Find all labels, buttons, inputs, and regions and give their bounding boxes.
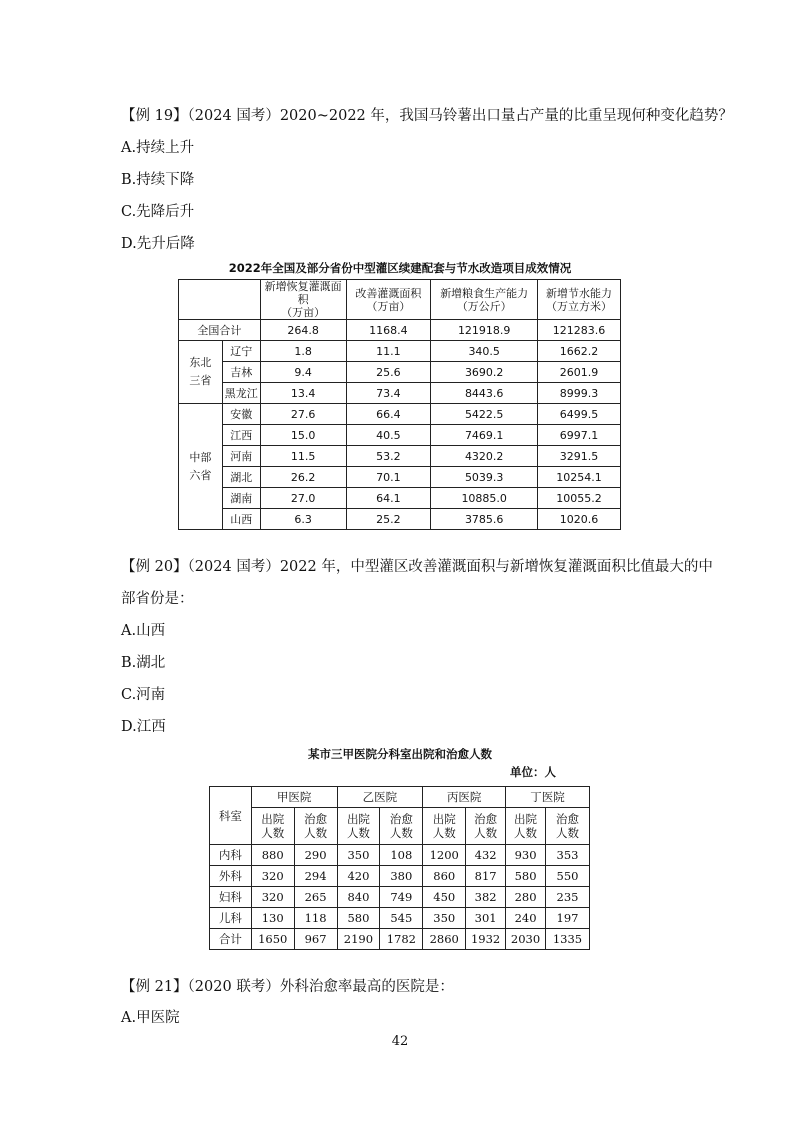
table-cell: 40.5 xyxy=(346,425,431,446)
province-name: 黑龙江 xyxy=(222,383,260,404)
table-cell: 1200 xyxy=(423,845,466,866)
table-row xyxy=(210,908,590,929)
q19-option-d: D.先升后降 xyxy=(121,236,195,252)
table2-unit: 单位：人 xyxy=(510,765,556,779)
q20-option-c: C.河南 xyxy=(121,687,166,703)
table-cell: 350 xyxy=(423,908,466,929)
table-cell: 265 xyxy=(294,887,337,908)
table-cell: 26.2 xyxy=(260,467,346,488)
table-cell: 1168.4 xyxy=(346,320,431,341)
table-cell: 320 xyxy=(251,866,294,887)
table-cell: 13.4 xyxy=(260,383,346,404)
table-row xyxy=(179,446,621,467)
table-cell: 70.1 xyxy=(346,467,431,488)
table-cell: 5422.5 xyxy=(431,404,538,425)
table-cell: 121918.9 xyxy=(431,320,538,341)
table1-title: 2022年全国及部分省份中型灌区续建配套与节水改造项目成效情况 xyxy=(228,261,572,275)
dept-name: 内科 xyxy=(210,845,252,866)
column-header: 改善灌溉面积 （万亩） xyxy=(346,280,431,320)
table-subheader-row xyxy=(210,808,590,845)
table-cell: 8443.6 xyxy=(431,383,538,404)
table-cell: 1662.2 xyxy=(538,341,621,362)
hospital-header: 甲医院 xyxy=(251,787,337,808)
irrigation-table xyxy=(178,279,621,530)
table-cell: 235 xyxy=(546,887,590,908)
q21-stem: 【例 21】（2020 联考）外科治愈率最高的医院是： xyxy=(121,979,454,995)
province-name: 辽宁 xyxy=(222,341,260,362)
table-row xyxy=(210,887,590,908)
table-cell: 9.4 xyxy=(260,362,346,383)
table-cell: 3291.5 xyxy=(538,446,621,467)
table-cell: 580 xyxy=(506,866,546,887)
table-cell: 550 xyxy=(546,866,590,887)
dept-name: 儿科 xyxy=(210,908,252,929)
table-cell: 860 xyxy=(423,866,466,887)
column-header: 新增恢复灌溉面积 （万亩） xyxy=(260,280,346,320)
table-cell: 264.8 xyxy=(260,320,346,341)
subheader-cured: 治愈 人数 xyxy=(380,808,423,845)
q20-option-d: D.江西 xyxy=(121,719,166,735)
table-cell: 11.1 xyxy=(346,341,431,362)
table-cell: 10885.0 xyxy=(431,488,538,509)
subheader-discharged: 出院 人数 xyxy=(423,808,466,845)
table-cell: 320 xyxy=(251,887,294,908)
table-row xyxy=(179,341,621,362)
table-cell: 118 xyxy=(294,908,337,929)
table-cell: 580 xyxy=(337,908,380,929)
province-name: 吉林 xyxy=(222,362,260,383)
province-name: 河南 xyxy=(222,446,260,467)
province-name: 湖北 xyxy=(222,467,260,488)
table-cell: 3785.6 xyxy=(431,509,538,530)
table-cell: 27.0 xyxy=(260,488,346,509)
table-cell: 4320.2 xyxy=(431,446,538,467)
group-label-northeast: 东北 三省 xyxy=(179,341,223,404)
table-cell: 121283.6 xyxy=(538,320,621,341)
table-cell: 1.8 xyxy=(260,341,346,362)
table-row xyxy=(179,509,621,530)
dept-name: 妇科 xyxy=(210,887,252,908)
table-row xyxy=(210,845,590,866)
q20-option-a: A.山西 xyxy=(121,623,166,639)
table-cell: 880 xyxy=(251,845,294,866)
province-name: 山西 xyxy=(222,509,260,530)
table-cell: 64.1 xyxy=(346,488,431,509)
table-cell: 25.2 xyxy=(346,509,431,530)
table-cell: 5039.3 xyxy=(431,467,538,488)
dept-name: 合计 xyxy=(210,929,252,950)
group-label-central: 中部 六省 xyxy=(179,404,223,530)
province-name: 湖南 xyxy=(222,488,260,509)
q19-option-c: C.先降后升 xyxy=(121,204,195,220)
table-row xyxy=(179,488,621,509)
header-corner: 科室 xyxy=(210,787,252,845)
table-row xyxy=(179,383,621,404)
table-cell: 2190 xyxy=(337,929,380,950)
header-corner xyxy=(179,280,261,320)
table-cell: 6.3 xyxy=(260,509,346,530)
table-cell: 749 xyxy=(380,887,423,908)
table-cell: 66.4 xyxy=(346,404,431,425)
table-row xyxy=(210,929,590,950)
table-cell: 108 xyxy=(380,845,423,866)
table-cell: 3690.2 xyxy=(431,362,538,383)
table-cell: 1650 xyxy=(251,929,294,950)
table-cell: 1932 xyxy=(466,929,506,950)
table-cell: 1782 xyxy=(380,929,423,950)
row-label: 全国合计 xyxy=(179,320,261,341)
subheader-discharged: 出院 人数 xyxy=(506,808,546,845)
table-cell: 53.2 xyxy=(346,446,431,467)
subheader-cured: 治愈 人数 xyxy=(546,808,590,845)
table-cell: 290 xyxy=(294,845,337,866)
table-row xyxy=(179,404,621,425)
table-cell: 1020.6 xyxy=(538,509,621,530)
table-cell: 350 xyxy=(337,845,380,866)
hospital-table xyxy=(209,786,590,950)
subheader-cured: 治愈 人数 xyxy=(294,808,337,845)
q19-option-a: A.持续上升 xyxy=(121,140,195,156)
table-cell: 2030 xyxy=(506,929,546,950)
q19-stem: 【例 19】（2024 国考）2020~2022 年，我国马铃薯出口量占产量的比重呈现何种变化趋势？ xyxy=(121,108,733,124)
table-cell: 420 xyxy=(337,866,380,887)
table-cell: 6997.1 xyxy=(538,425,621,446)
table-cell: 10254.1 xyxy=(538,467,621,488)
q20-stem-line2: 部省份是： xyxy=(121,591,194,607)
table-cell: 27.6 xyxy=(260,404,346,425)
q20-option-b: B.湖北 xyxy=(121,655,166,671)
table-cell: 8999.3 xyxy=(538,383,621,404)
table-cell: 10055.2 xyxy=(538,488,621,509)
table-cell: 840 xyxy=(337,887,380,908)
table-cell: 197 xyxy=(546,908,590,929)
column-header: 新增节水能力 （万立方米） xyxy=(538,280,621,320)
table-row xyxy=(179,467,621,488)
dept-name: 外科 xyxy=(210,866,252,887)
q19-option-b: B.持续下降 xyxy=(121,172,195,188)
page-number: 42 xyxy=(391,1034,409,1049)
table-cell: 545 xyxy=(380,908,423,929)
table-header-row xyxy=(210,787,590,808)
hospital-header: 丁医院 xyxy=(506,787,590,808)
table-cell: 6499.5 xyxy=(538,404,621,425)
table-cell: 15.0 xyxy=(260,425,346,446)
table-cell: 301 xyxy=(466,908,506,929)
column-header: 新增粮食生产能力 （万公斤） xyxy=(431,280,538,320)
table-cell: 382 xyxy=(466,887,506,908)
hospital-header: 乙医院 xyxy=(337,787,423,808)
table-row xyxy=(179,362,621,383)
hospital-header: 丙医院 xyxy=(423,787,506,808)
table2-title: 某市三甲医院分科室出院和治愈人数 xyxy=(308,747,492,761)
table-cell: 240 xyxy=(506,908,546,929)
table-cell: 967 xyxy=(294,929,337,950)
table-cell: 2860 xyxy=(423,929,466,950)
table-cell: 7469.1 xyxy=(431,425,538,446)
table-cell: 380 xyxy=(380,866,423,887)
subheader-discharged: 出院 人数 xyxy=(251,808,294,845)
table-cell: 130 xyxy=(251,908,294,929)
table-cell: 294 xyxy=(294,866,337,887)
table-cell: 817 xyxy=(466,866,506,887)
table-row xyxy=(179,320,621,341)
q21-option-a: A.甲医院 xyxy=(121,1010,180,1026)
province-name: 江西 xyxy=(222,425,260,446)
table-cell: 340.5 xyxy=(431,341,538,362)
table-cell: 432 xyxy=(466,845,506,866)
table-header-row xyxy=(179,280,621,320)
table-cell: 930 xyxy=(506,845,546,866)
table-cell: 25.6 xyxy=(346,362,431,383)
table-cell: 1335 xyxy=(546,929,590,950)
subheader-discharged: 出院 人数 xyxy=(337,808,380,845)
table-row xyxy=(210,866,590,887)
subheader-cured: 治愈 人数 xyxy=(466,808,506,845)
table-cell: 280 xyxy=(506,887,546,908)
table-row xyxy=(179,425,621,446)
table-cell: 353 xyxy=(546,845,590,866)
province-name: 安徽 xyxy=(222,404,260,425)
table-cell: 73.4 xyxy=(346,383,431,404)
q20-stem-line1: 【例 20】（2024 国考）2022 年，中型灌区改善灌溉面积与新增恢复灌溉面积比值最大的中 xyxy=(121,559,713,575)
table-cell: 11.5 xyxy=(260,446,346,467)
table-cell: 450 xyxy=(423,887,466,908)
table-cell: 2601.9 xyxy=(538,362,621,383)
